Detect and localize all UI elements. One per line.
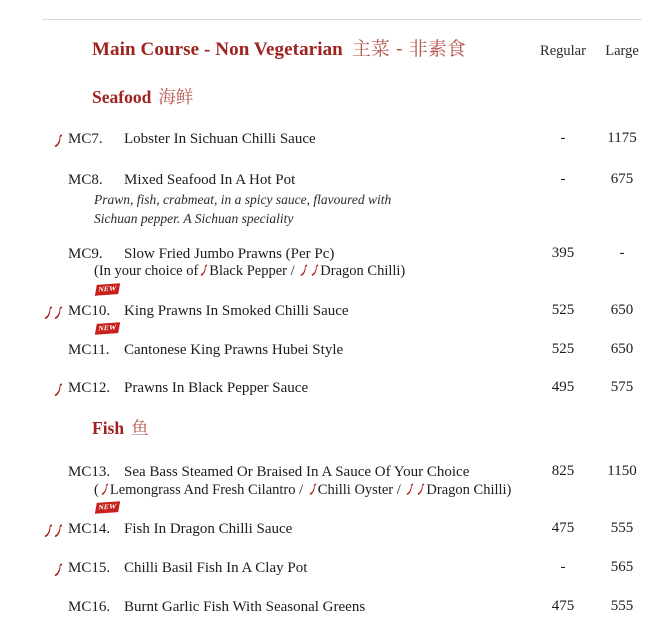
menu-item-price-large: 650 — [610, 302, 634, 318]
menu-item-code: MC9. — [68, 246, 103, 262]
menu-item-price-regular: 825 — [551, 463, 575, 479]
section-heading-fish-label: Fish — [92, 418, 125, 438]
menu-item-name: Lobster In Sichuan Chilli Sauce — [124, 131, 316, 147]
menu-item-code-cell — [68, 379, 124, 397]
chilli-icon — [300, 264, 308, 276]
menu-item-name: Mixed Seafood In A Hot Pot — [124, 172, 296, 188]
menu-item-name: Burnt Garlic Fish With Seasonal Greens — [124, 599, 366, 615]
menu-header — [0, 34, 650, 61]
spice-level-indicator — [0, 245, 68, 247]
menu-item-code: MC15. — [68, 560, 111, 576]
menu-item-name: Cantonese King Prawns Hubei Style — [124, 342, 344, 358]
menu-item-row[interactable] — [0, 341, 650, 359]
chilli-icon — [200, 264, 208, 276]
menu-item-row[interactable] — [0, 302, 650, 322]
spice-level-indicator — [0, 598, 68, 600]
chilli-icon — [54, 524, 63, 537]
top-divider — [42, 19, 642, 20]
menu-item-price-regular: 495 — [551, 379, 575, 395]
menu-item-code-cell — [68, 171, 124, 189]
column-header-regular: Regular — [540, 43, 586, 59]
menu-item-name-cell — [124, 341, 532, 359]
spice-level-indicator — [0, 171, 68, 173]
chilli-icon — [406, 483, 414, 495]
menu-item-name-cell — [124, 245, 532, 263]
menu-item-price-large: 650 — [610, 341, 634, 357]
menu-item-description-line: Sichuan pepper. A Sichuan speciality — [94, 211, 294, 227]
menu-item-row[interactable] — [0, 598, 650, 616]
menu-item-name-cell — [124, 379, 532, 397]
new-badge: NEW — [95, 283, 120, 296]
spice-level-indicator — [0, 379, 68, 399]
chilli-icon — [54, 134, 63, 147]
menu-item-row[interactable] — [0, 130, 650, 150]
menu-item-price-regular: - — [560, 171, 566, 187]
menu-item-name-cell — [124, 559, 532, 577]
menu-item-row[interactable] — [0, 463, 650, 481]
menu-item-code: MC14. — [68, 521, 111, 537]
menu-item-row[interactable] — [0, 171, 650, 189]
menu-item-code-cell — [68, 463, 124, 481]
menu-item-code: MC13. — [68, 464, 111, 480]
page-title: Main Course - Non Vegetarian — [92, 39, 343, 60]
menu-item-name-cell — [124, 302, 532, 320]
menu-item-code: MC12. — [68, 380, 111, 396]
menu-item-choice-line — [0, 481, 650, 499]
menu-item-row[interactable] — [0, 379, 650, 399]
chilli-icon — [54, 306, 63, 319]
menu-item-price-regular: - — [560, 130, 566, 146]
spice-level-indicator — [0, 302, 68, 322]
chilli-icon — [44, 306, 53, 319]
spice-level-indicator — [0, 520, 68, 540]
chilli-icon — [101, 483, 109, 495]
section-heading-seafood — [92, 84, 193, 109]
menu-item-code-cell — [68, 130, 124, 148]
chilli-icon — [417, 483, 425, 495]
menu-item-price-regular: 475 — [551, 598, 575, 614]
menu-item-name: Sea Bass Steamed Or Braised In A Sauce Of Your Choice — [124, 464, 470, 480]
menu-item-name: Chilli Basil Fish In A Clay Pot — [124, 560, 308, 576]
menu-item-code: MC10. — [68, 303, 111, 319]
menu-item-price-large: 675 — [610, 171, 634, 187]
menu-item-price-regular: 525 — [551, 341, 575, 357]
menu-item-code: MC7. — [68, 131, 103, 147]
menu-item-code: MC16. — [68, 599, 111, 615]
menu-item-name: Prawns In Black Pepper Sauce — [124, 380, 309, 396]
section-heading-fish — [92, 415, 149, 440]
menu-item-name-cell — [124, 130, 532, 148]
spice-level-indicator — [0, 130, 68, 150]
page-title-chinese: 主菜 - 非素食 — [351, 38, 466, 60]
menu-item-price-large: 1175 — [607, 130, 637, 146]
menu-item-code-cell — [68, 559, 124, 577]
section-heading-seafood-label: Seafood — [92, 87, 152, 107]
menu-item-name-cell — [124, 171, 532, 189]
menu-header-title-group — [0, 34, 532, 61]
menu-item-name: Fish In Dragon Chilli Sauce — [124, 521, 293, 537]
menu-item-choice-text: ( Lemongrass And Fresh Cilantro / Chilli Oyster / Dragon Chilli) — [94, 482, 512, 498]
menu-item-price-regular: 395 — [551, 245, 575, 261]
menu-item-row[interactable] — [0, 520, 650, 540]
menu-item-price-large: 555 — [610, 598, 634, 614]
menu-item-price-large: 555 — [610, 520, 634, 536]
menu-item-name: Slow Fried Jumbo Prawns (Per Pc) — [124, 246, 335, 262]
menu-item-code-cell — [68, 245, 124, 263]
menu-item-name: King Prawns In Smoked Chilli Sauce — [124, 303, 349, 319]
menu-item-code: MC8. — [68, 172, 103, 188]
menu-item-price-large: 565 — [610, 559, 634, 575]
menu-item-row[interactable] — [0, 559, 650, 579]
menu-item-name-cell — [124, 598, 532, 616]
menu-item-price-large: - — [619, 245, 625, 261]
new-badge: NEW — [95, 322, 120, 335]
menu-item-price-regular: 475 — [551, 520, 575, 536]
menu-item-code-cell — [68, 520, 124, 538]
menu-item-description — [0, 190, 650, 228]
section-heading-fish-chinese: 鱼 — [131, 419, 149, 439]
spice-level-indicator — [0, 463, 68, 465]
chilli-icon — [44, 524, 53, 537]
menu-item-code-cell — [68, 302, 124, 320]
menu-item-price-large: 575 — [610, 379, 634, 395]
spice-level-indicator — [0, 341, 68, 343]
menu-item-choice-line — [0, 262, 650, 280]
chilli-icon — [309, 483, 317, 495]
menu-item-price-regular: - — [560, 559, 566, 575]
menu-item-row[interactable] — [0, 245, 650, 263]
menu-item-code-cell — [68, 598, 124, 616]
menu-item-name-cell — [124, 463, 532, 481]
menu-item-description-line: Prawn, fish, crabmeat, in a spicy sauce, flavoured with — [94, 192, 392, 207]
menu-item-price-regular: 525 — [551, 302, 575, 318]
section-heading-seafood-chinese: 海鲜 — [158, 88, 194, 108]
column-header-large: Large — [605, 43, 639, 59]
menu-item-choice-text: (In your choice of Black Pepper / Dragon Chilli) — [94, 263, 406, 279]
menu-item-code: MC11. — [68, 342, 110, 358]
menu-item-price-large: 1150 — [607, 463, 637, 479]
chilli-icon — [54, 563, 63, 576]
chilli-icon — [311, 264, 319, 276]
chilli-icon — [54, 383, 63, 396]
menu-item-code-cell — [68, 341, 124, 359]
new-badge: NEW — [95, 501, 120, 514]
spice-level-indicator — [0, 559, 68, 579]
menu-item-name-cell — [124, 520, 532, 538]
